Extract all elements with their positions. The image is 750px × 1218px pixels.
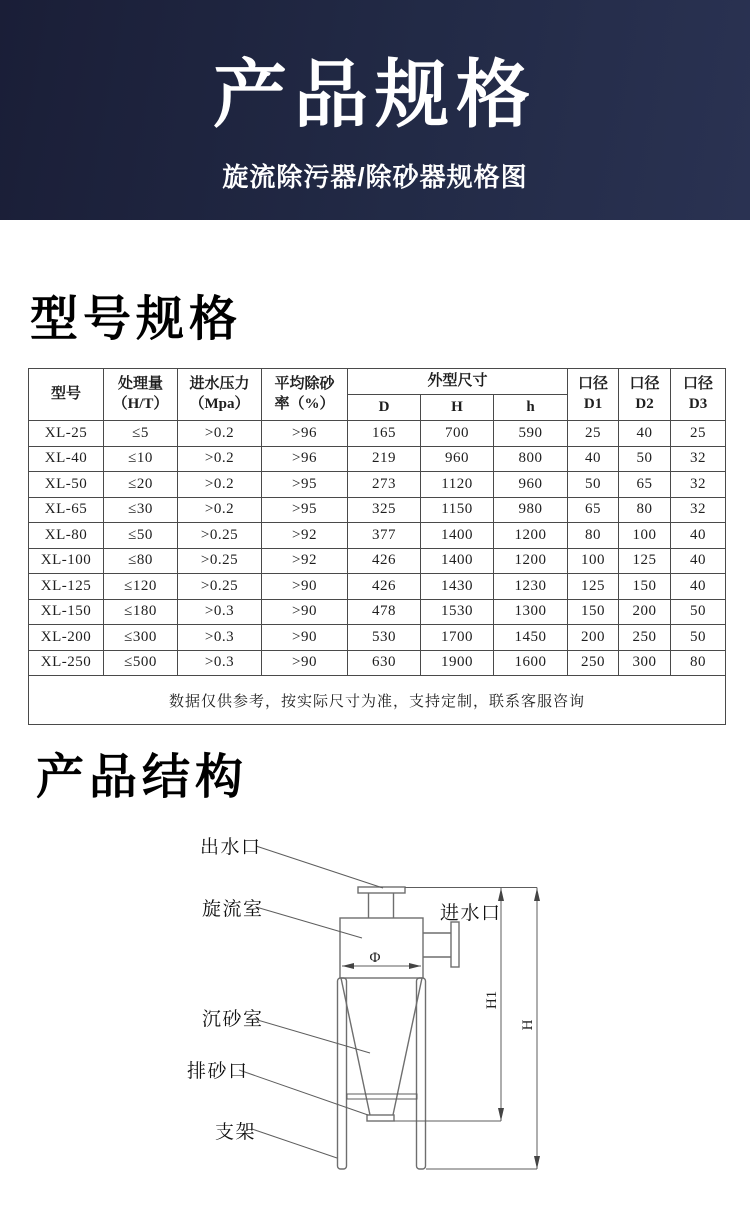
sand-outlet-flange — [367, 1115, 394, 1121]
spec-row — [29, 599, 726, 625]
spec-table — [28, 368, 726, 725]
spec-cell: XL-200 — [29, 625, 104, 651]
spec-cell: 1600 — [494, 650, 568, 676]
removal-line2: 率（%） — [274, 395, 335, 412]
page-subtitle: 旋流除污器/除砂器规格图 — [222, 162, 528, 193]
spec-cell: ≤120 — [104, 574, 178, 600]
leg-crossbar — [347, 1094, 417, 1099]
col-header-dim-h: h — [494, 395, 568, 421]
col-header-bore-d2 — [619, 369, 671, 421]
spec-cell: 80 — [671, 650, 726, 676]
spec-cell: 80 — [619, 497, 671, 523]
spec-cell: 1900 — [421, 650, 494, 676]
spec-row — [29, 523, 726, 549]
spec-cell: 1300 — [494, 599, 568, 625]
spec-cell: 50 — [671, 625, 726, 651]
spec-cell: 960 — [421, 446, 494, 472]
spec-cell: 273 — [348, 472, 421, 498]
spec-cell: 25 — [568, 421, 619, 447]
spec-cell: >95 — [262, 497, 348, 523]
spec-cell: 1400 — [421, 548, 494, 574]
stand-label: 支架 — [215, 1122, 257, 1143]
spec-cell: XL-100 — [29, 548, 104, 574]
spec-cell: >0.3 — [178, 625, 262, 651]
spec-cell: 1120 — [421, 472, 494, 498]
spec-cell: XL-80 — [29, 523, 104, 549]
spec-cell: 40 — [568, 446, 619, 472]
spec-cell: 200 — [619, 599, 671, 625]
structure-heading: 产品结构 — [36, 751, 249, 804]
spec-row — [29, 574, 726, 600]
spec-cell: ≤80 — [104, 548, 178, 574]
spec-row — [29, 421, 726, 447]
spec-cell: 200 — [568, 625, 619, 651]
capacity-line1: 处理量 — [117, 376, 163, 392]
spec-cell: >0.25 — [178, 523, 262, 549]
spec-cell: >0.25 — [178, 548, 262, 574]
spec-cell: 250 — [568, 650, 619, 676]
spec-cell: 1700 — [421, 625, 494, 651]
spec-cell: >90 — [262, 650, 348, 676]
outlet-leader-line — [256, 846, 383, 888]
table-note: 数据仅供参考，按实际尺寸为准，支持定制，联系客服咨询 — [29, 676, 726, 725]
spec-cell: 426 — [348, 574, 421, 600]
spec-cell: >0.2 — [178, 472, 262, 498]
spec-cell: 32 — [671, 446, 726, 472]
spec-row — [29, 446, 726, 472]
bore-d3: D3 — [688, 395, 708, 412]
capacity-line2: （H/T） — [112, 395, 169, 412]
spec-cell: XL-150 — [29, 599, 104, 625]
swirl-chamber-label: 旋流室 — [202, 899, 264, 920]
hero-banner — [0, 0, 750, 220]
spec-row — [29, 548, 726, 574]
spec-cell: 1530 — [421, 599, 494, 625]
spec-cell: 25 — [671, 421, 726, 447]
sand-discharge-leader-line — [239, 1070, 368, 1115]
spec-cell: 478 — [348, 599, 421, 625]
spec-cell: XL-40 — [29, 446, 104, 472]
spec-cell: >96 — [262, 421, 348, 447]
col-header-dim-D: D — [348, 395, 421, 421]
spec-cell: 100 — [568, 548, 619, 574]
spec-cell: 250 — [619, 625, 671, 651]
col-header-bore-d3 — [671, 369, 726, 421]
spec-cell: 530 — [348, 625, 421, 651]
spec-cell: >90 — [262, 599, 348, 625]
col-header-dim-H: H — [421, 395, 494, 421]
swirl-chamber-leader-line — [256, 907, 362, 938]
spec-cell: ≤30 — [104, 497, 178, 523]
spec-cell: 1450 — [494, 625, 568, 651]
spec-cell: 1430 — [421, 574, 494, 600]
spec-cell: >0.3 — [178, 650, 262, 676]
spec-row — [29, 650, 726, 676]
spec-cell: 50 — [568, 472, 619, 498]
stand-leader-line — [252, 1129, 337, 1158]
spec-cell: 219 — [348, 446, 421, 472]
spec-cell: >92 — [262, 523, 348, 549]
sand-discharge-label: 排砂口 — [187, 1061, 249, 1082]
spec-cell: 165 — [348, 421, 421, 447]
h-arrow-bottom — [534, 1156, 540, 1169]
spec-cell: >0.3 — [178, 599, 262, 625]
col-header-removal-rate — [262, 369, 348, 421]
phi-arrow-right — [409, 963, 421, 969]
col-header-capacity — [104, 369, 178, 421]
spec-row — [29, 497, 726, 523]
spec-row — [29, 472, 726, 498]
spec-cell: 32 — [671, 497, 726, 523]
spec-cell: ≤50 — [104, 523, 178, 549]
spec-cell: 426 — [348, 548, 421, 574]
bore-d2: D2 — [635, 395, 654, 412]
spec-cell: 1400 — [421, 523, 494, 549]
spec-cell: XL-65 — [29, 497, 104, 523]
spec-cell: 590 — [494, 421, 568, 447]
spec-cell: >90 — [262, 625, 348, 651]
spec-cell: 32 — [671, 472, 726, 498]
spec-cell: 125 — [568, 574, 619, 600]
spec-cell: 50 — [671, 599, 726, 625]
spec-cell: 50 — [619, 446, 671, 472]
spec-cell: 800 — [494, 446, 568, 472]
h1-dim-label: H1 — [484, 990, 500, 1010]
spec-cell: 125 — [619, 548, 671, 574]
model-spec-heading: 型号规格 — [30, 293, 243, 346]
bore-label: 口径 — [578, 376, 609, 392]
spec-cell: >0.25 — [178, 574, 262, 600]
vessel-body — [340, 918, 423, 978]
right-leg — [417, 978, 426, 1169]
settling-chamber-label: 沉砂室 — [202, 1009, 264, 1030]
h1-arrow-bottom — [498, 1108, 504, 1121]
spec-cell: ≤300 — [104, 625, 178, 651]
spec-cell: 377 — [348, 523, 421, 549]
spec-cell: 150 — [568, 599, 619, 625]
pressure-line1: 进水压力 — [189, 376, 250, 392]
spec-cell: >90 — [262, 574, 348, 600]
spec-cell: 325 — [348, 497, 421, 523]
spec-cell: ≤180 — [104, 599, 178, 625]
col-header-bore-d1 — [568, 369, 619, 421]
spec-cell: ≤10 — [104, 446, 178, 472]
spec-cell: 700 — [421, 421, 494, 447]
spec-cell: >92 — [262, 548, 348, 574]
phi-arrow-left — [342, 963, 354, 969]
spec-table-body — [29, 421, 726, 676]
spec-cell: 150 — [619, 574, 671, 600]
bore-d1: D1 — [583, 395, 603, 412]
h-dim-label: H — [520, 1019, 536, 1031]
outlet-label: 出水口 — [200, 837, 262, 858]
spec-cell: 300 — [619, 650, 671, 676]
spec-cell: >0.2 — [178, 421, 262, 447]
spec-cell: ≤500 — [104, 650, 178, 676]
spec-cell: ≤20 — [104, 472, 178, 498]
spec-cell: ≤5 — [104, 421, 178, 447]
spec-cell: 40 — [671, 574, 726, 600]
spec-cell: 1230 — [494, 574, 568, 600]
spec-cell: >95 — [262, 472, 348, 498]
spec-cell: 1150 — [421, 497, 494, 523]
spec-cell: >0.2 — [178, 497, 262, 523]
phi-symbol: Φ — [369, 950, 381, 966]
col-header-pressure — [178, 369, 262, 421]
spec-cell: >96 — [262, 446, 348, 472]
h-arrow-top — [534, 888, 540, 901]
spec-cell: 100 — [619, 523, 671, 549]
bore-label: 口径 — [629, 376, 660, 392]
spec-cell: 1200 — [494, 548, 568, 574]
left-leg — [338, 978, 347, 1169]
structure-diagram — [0, 828, 750, 1198]
col-header-outline-dims: 外型尺寸 — [348, 369, 568, 395]
spec-table-header — [29, 369, 726, 421]
inlet-flange — [451, 922, 459, 967]
h1-arrow-top — [498, 888, 504, 901]
spec-cell: 65 — [568, 497, 619, 523]
spec-cell: 630 — [348, 650, 421, 676]
spec-cell: 40 — [671, 548, 726, 574]
page-title: 产品规格 — [213, 53, 537, 136]
spec-cell: 65 — [619, 472, 671, 498]
spec-cell: 960 — [494, 472, 568, 498]
spec-cell: XL-125 — [29, 574, 104, 600]
col-header-model: 型号 — [29, 369, 104, 421]
spec-cell: XL-50 — [29, 472, 104, 498]
spec-cell: XL-250 — [29, 650, 104, 676]
pressure-line2: （Mpa） — [189, 395, 250, 412]
bore-label: 口径 — [683, 376, 714, 392]
spec-row — [29, 625, 726, 651]
inlet-label: 进水口 — [440, 903, 502, 924]
spec-cell: XL-25 — [29, 421, 104, 447]
spec-cell: 80 — [568, 523, 619, 549]
spec-cell: >0.2 — [178, 446, 262, 472]
spec-cell: 980 — [494, 497, 568, 523]
spec-cell: 1200 — [494, 523, 568, 549]
spec-cell: 40 — [619, 421, 671, 447]
removal-line1: 平均除砂 — [274, 376, 335, 392]
spec-cell: 40 — [671, 523, 726, 549]
